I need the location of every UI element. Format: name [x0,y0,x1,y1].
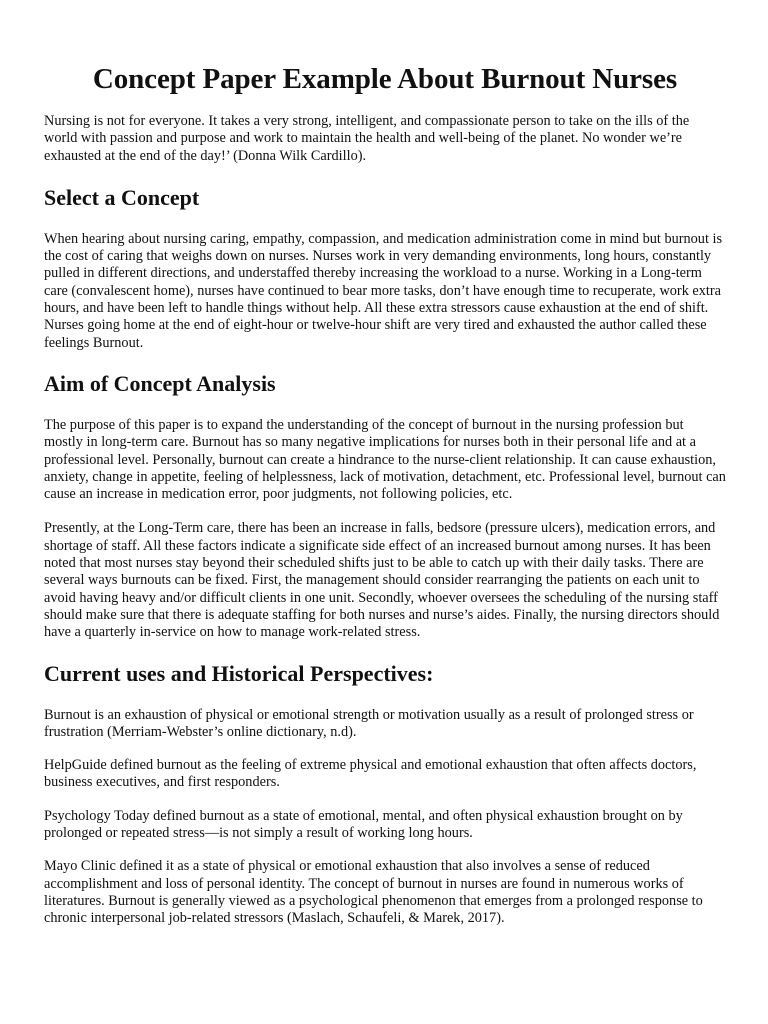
current-uses-paragraph-4: Mayo Clinic defined it as a state of physical or emotional exhaustion that also involves a sense of reduced accomplishment and loss of personal identity. The concept of burnout in nurses are found in numerous works of literatures. Burnout is generally viewed as a psychological phenomenon that emerges from a prolonged response to chronic interpersonal job-related stressors (Maslach, Schaufeli, & Marek, 2017). [44,858,703,927]
current-uses-paragraph-1: Burnout is an exhaustion of physical or emotional strength or motivation usually as a result of prolonged stress or frustration (Merriam-Webster’s online dictionary, n.d). [44,706,694,740]
intro-paragraph: Nursing is not for everyone. It takes a very strong, intelligent, and compassionate person to take on the ills of the world with passion and purpose and work to maintain the health and well-being of the planet. No wonder we’re exhausted at the end of the day!’ (Donna Wilk Cardillo). [44,113,690,164]
aim-paragraph-1: The purpose of this paper is to expand the understanding of the concept of burnout in the nursing profession but mostly in long-term care. Burnout has so many negative implications for nurses both in their personal life and at a professional level. Personally, burnout can create a hindrance to the nurse-client relationship. It can cause exhaustion, anxiety, change in appetite, feeling of helplessness, lack of motivation, detachment, etc. Professional level, burnout can cause an increase in medication error, poor judgments, not following policies, etc. [44,416,726,503]
section-heading-current-uses: Current uses and Historical Perspectives: [44,660,434,686]
current-uses-paragraph-2: HelpGuide defined burnout as the feeling of extreme physical and emotional exhaustion that often affects doctors, business executives, and first responders. [44,757,697,791]
select-concept-paragraph: When hearing about nursing caring, empathy, compassion, and medication administration come in mind but burnout is the cost of caring that weighs down on nurses. Nurses work in very demanding environments, long hours, constantly pulled in different directions, and understaffed thereby increasing the workload to a nurse. Working in a Long-term care (convalescent home), nurses have continued to bear more tasks, don’t have enough time to recuperate, work extra hours, and have been left to handle things without help. All these extra stressors cause exhaustion at the end of shift. Nurses going home at the end of eight-hour or twelve-hour shift are very tired and exhausted the author called these feelings Burnout. [44,230,723,351]
document-page [44,0,726,928]
current-uses-paragraph-3: Psychology Today defined burnout as a state of emotional, mental, and often physical exhaustion brought on by prolonged or repeated stress—is not simply a result of working long hours. [44,807,683,842]
aim-paragraph-2: Presently, at the Long-Term care, there has been an increase in falls, bedsore (pressure ulcers), medication errors, and shortage of staff. All these factors indicate a significate side effect of an increased burnout among nurses. It has been noted that most nurses stay beyond their scheduled shifts just to be able to catch up with their daily tasks. There are several ways burnouts can be fixed. First, the management should consider rearranging the patients on each unit to avoid having heavy and/or difficult clients in one unit. Secondly, whoever oversees the scheduling of the nursing staff should make sure that there is adequate staffing for both nurses and nurse’s aides. Finally, the nursing directors should have a quarterly in-service on how to manage work-related stress. [44,520,720,641]
section-heading-aim-of-concept-analysis: Aim of Concept Analysis [44,370,276,396]
section-heading-select-a-concept: Select a Concept [44,184,200,210]
document-title: Concept Paper Example About Burnout Nurses [92,63,678,95]
